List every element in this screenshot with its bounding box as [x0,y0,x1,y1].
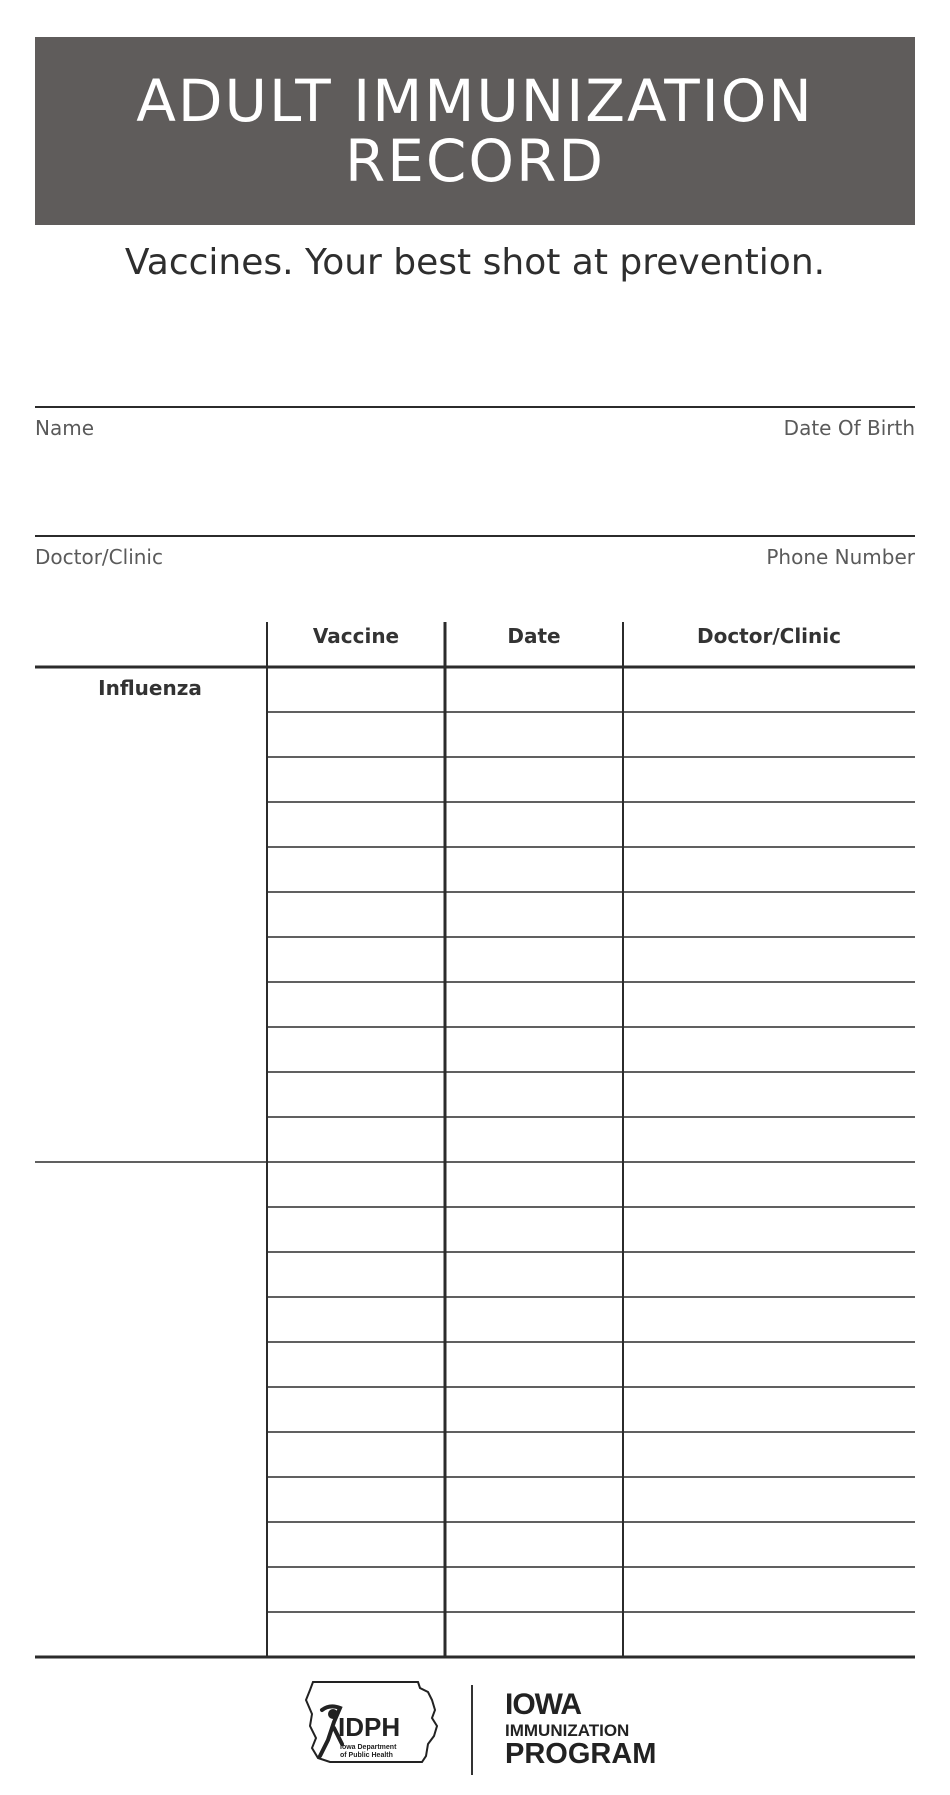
title-line-1: ADULT IMMUNIZATION [136,67,814,135]
logo-divider [471,1685,473,1775]
program-line-2: IMMUNIZATION [505,1721,630,1740]
section-label-influenza: Influenza [98,676,202,700]
dob-label: Date Of Birth [783,416,915,440]
column-header-date: Date [507,624,561,648]
idph-logo: IDPH [338,1712,401,1742]
tagline: Vaccines. Your best shot at prevention. [124,242,826,283]
iowa-immunization-program-logo [505,1690,656,1769]
title-line-2: RECORD [344,127,606,195]
program-line-3: PROGRAM [505,1738,657,1770]
iowa-map-icon [0,1670,950,1780]
name-label: Name [35,416,95,440]
phone-label: Phone Number [766,545,915,569]
column-header-vaccine: Vaccine [312,624,400,648]
program-line-1: IOWA [505,1688,581,1721]
column-header-doctor-clinic: Doctor/Clinic [696,624,841,648]
footer-logos [0,1670,950,1780]
doctor-clinic-label: Doctor/Clinic [35,545,163,569]
idph-subtext: Iowa Department of Public Health [340,1744,397,1759]
